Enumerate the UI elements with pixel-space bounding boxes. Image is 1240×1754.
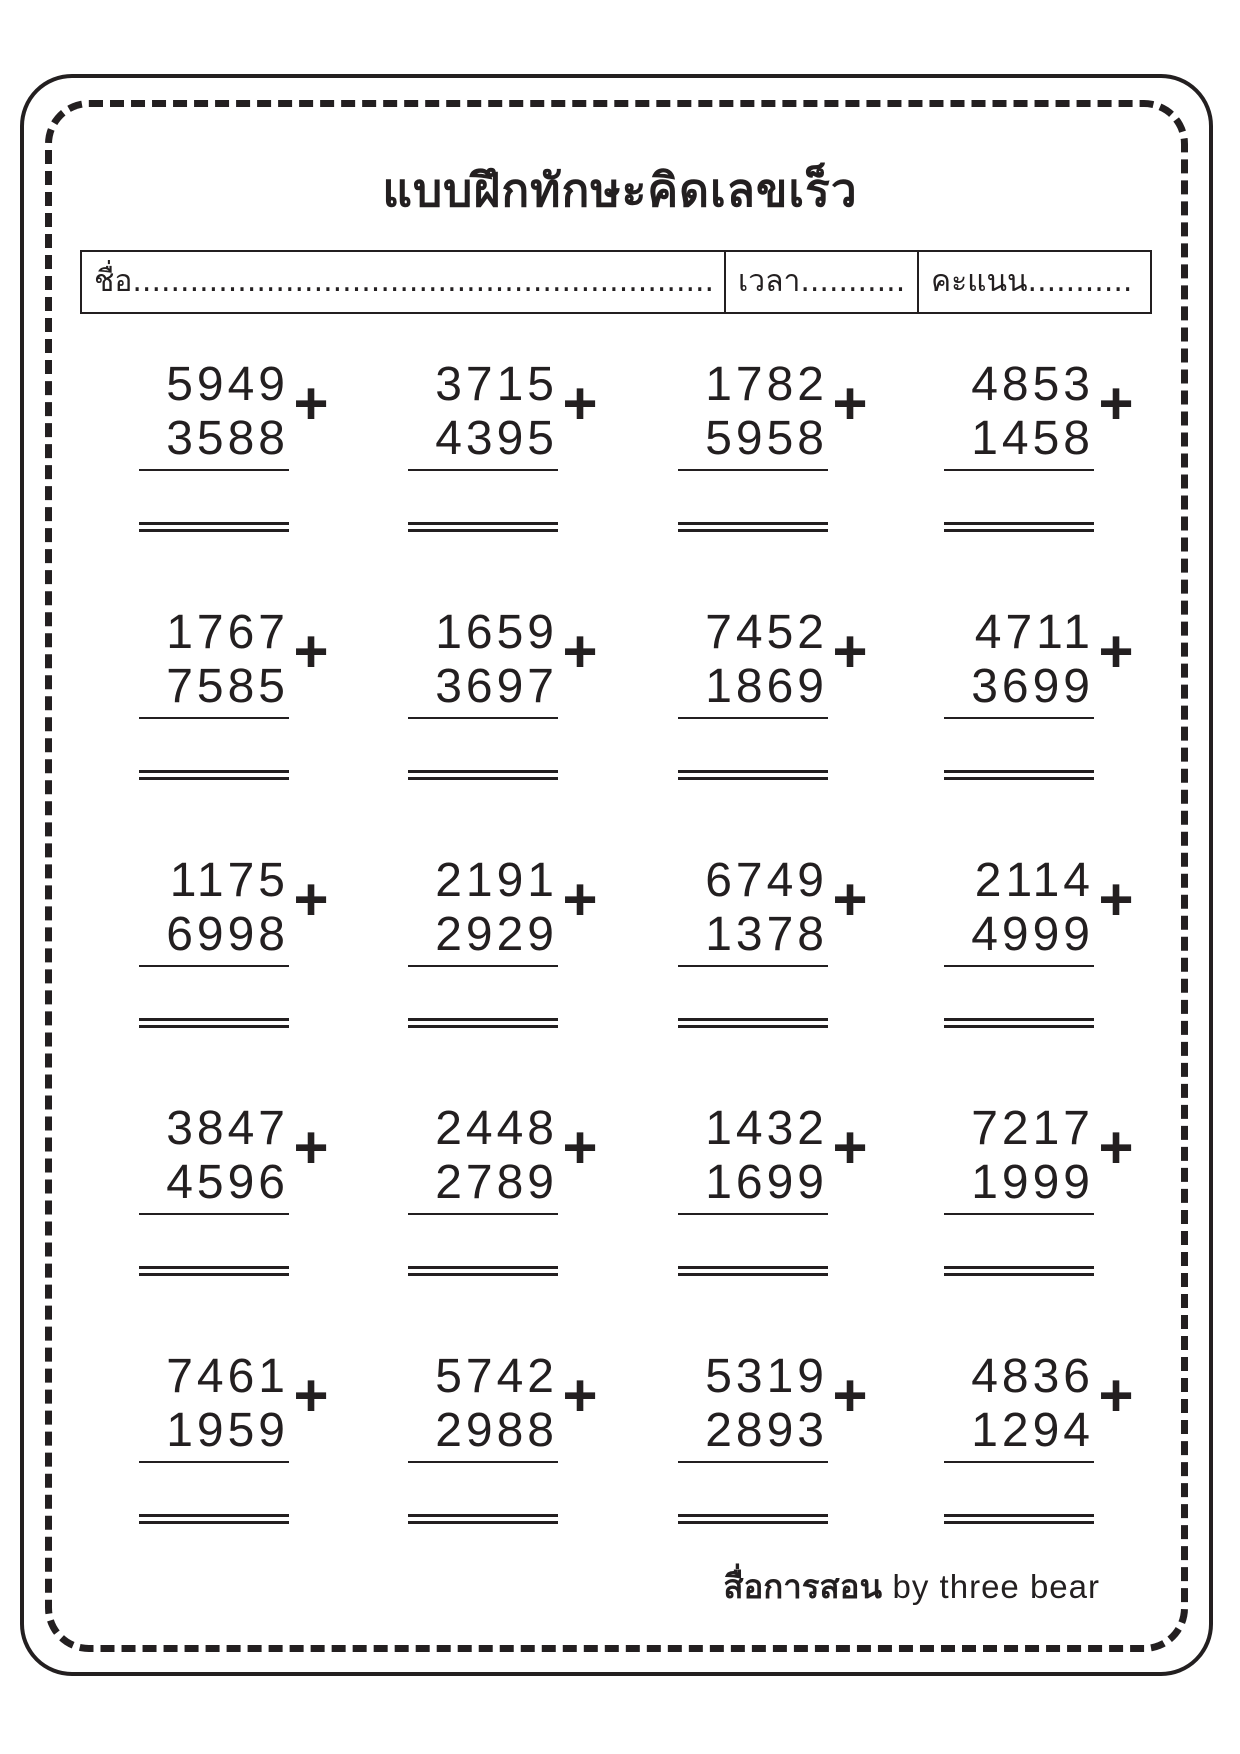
first-addend: 2114 [974, 854, 1094, 907]
plus-sign: + [293, 866, 329, 933]
sum-rule-line [944, 1461, 1094, 1463]
second-addend: 1378 [705, 908, 828, 961]
addition-problem [408, 606, 608, 796]
first-addend: 4853 [971, 358, 1094, 411]
addition-problem [139, 1102, 339, 1292]
plus-sign: + [832, 370, 868, 437]
answer-double-line[interactable] [139, 522, 289, 532]
student-info-table [80, 250, 1152, 314]
addition-problem [944, 358, 1144, 548]
first-addend: 4711 [974, 606, 1094, 659]
sum-rule-line [678, 1461, 828, 1463]
addition-problem [408, 1350, 608, 1540]
first-addend: 1175 [169, 854, 289, 907]
second-addend: 3697 [435, 660, 558, 713]
first-addend: 3847 [166, 1102, 289, 1155]
answer-double-line[interactable] [678, 1514, 828, 1524]
first-addend: 1767 [166, 606, 289, 659]
second-addend: 5958 [705, 412, 828, 465]
second-addend: 1458 [971, 412, 1094, 465]
addition-problem [408, 1102, 608, 1292]
worksheet-title: แบบฝึกทักษะคิดเลขเร็ว [382, 163, 858, 217]
second-addend: 2988 [435, 1404, 558, 1457]
answer-double-line[interactable] [139, 770, 289, 780]
sum-rule-line [408, 1461, 558, 1463]
addition-problem [944, 1350, 1144, 1540]
first-addend: 1432 [705, 1102, 828, 1155]
sum-rule-line [678, 469, 828, 471]
sum-rule-line [678, 965, 828, 967]
sum-rule-line [408, 717, 558, 719]
first-addend: 7461 [166, 1350, 289, 1403]
answer-double-line[interactable] [408, 1514, 558, 1524]
addition-problem [678, 606, 878, 796]
first-addend: 6749 [705, 854, 828, 907]
plus-sign: + [562, 1362, 598, 1429]
plus-sign: + [562, 370, 598, 437]
answer-double-line[interactable] [944, 1018, 1094, 1028]
sum-rule-line [678, 717, 828, 719]
first-addend: 5742 [435, 1350, 558, 1403]
footer-thai-text: สื่อการสอน [723, 1567, 883, 1606]
footer-credit [723, 1565, 1100, 1609]
first-addend: 2448 [435, 1102, 558, 1155]
answer-double-line[interactable] [139, 1266, 289, 1276]
second-addend: 1699 [705, 1156, 828, 1209]
plus-sign: + [832, 1362, 868, 1429]
addition-problem [678, 1102, 878, 1292]
sum-rule-line [408, 469, 558, 471]
addition-problem [678, 358, 878, 548]
addition-problem [139, 854, 339, 1044]
second-addend: 1959 [166, 1404, 289, 1457]
second-addend: 1999 [971, 1156, 1094, 1209]
answer-double-line[interactable] [139, 1018, 289, 1028]
first-addend: 4836 [971, 1350, 1094, 1403]
second-addend: 7585 [166, 660, 289, 713]
answer-double-line[interactable] [944, 1266, 1094, 1276]
score-field[interactable]: คะแนน........... [931, 264, 1133, 299]
plus-sign: + [1098, 1114, 1134, 1181]
answer-double-line[interactable] [944, 522, 1094, 532]
plus-sign: + [293, 1362, 329, 1429]
plus-sign: + [1098, 618, 1134, 685]
sum-rule-line [139, 469, 289, 471]
sum-rule-line [944, 1213, 1094, 1215]
plus-sign: + [293, 370, 329, 437]
time-field[interactable]: เวลา........... [726, 252, 919, 312]
sum-rule-line [408, 965, 558, 967]
name-field[interactable]: ชื่อ............................................................. [82, 252, 726, 312]
plus-sign: + [832, 866, 868, 933]
first-addend: 3715 [435, 358, 558, 411]
plus-sign: + [562, 1114, 598, 1181]
second-addend: 2789 [435, 1156, 558, 1209]
sum-rule-line [944, 717, 1094, 719]
second-addend: 3699 [971, 660, 1094, 713]
first-addend: 7217 [971, 1102, 1094, 1155]
plus-sign: + [562, 866, 598, 933]
second-addend: 6998 [166, 908, 289, 961]
first-addend: 2191 [435, 854, 558, 907]
second-addend: 2929 [435, 908, 558, 961]
second-addend: 2893 [705, 1404, 828, 1457]
answer-double-line[interactable] [944, 770, 1094, 780]
addition-problem [944, 854, 1144, 1044]
sum-rule-line [944, 965, 1094, 967]
second-addend: 1294 [971, 1404, 1094, 1457]
answer-double-line[interactable] [678, 770, 828, 780]
plus-sign: + [293, 1114, 329, 1181]
answer-double-line[interactable] [408, 770, 558, 780]
sum-rule-line [139, 717, 289, 719]
first-addend: 5319 [705, 1350, 828, 1403]
plus-sign: + [1098, 1362, 1134, 1429]
first-addend: 1782 [705, 358, 828, 411]
first-addend: 5949 [166, 358, 289, 411]
answer-double-line[interactable] [678, 522, 828, 532]
answer-double-line[interactable] [408, 522, 558, 532]
answer-double-line[interactable] [678, 1018, 828, 1028]
addition-problem [408, 358, 608, 548]
second-addend: 4999 [971, 908, 1094, 961]
sum-rule-line [139, 965, 289, 967]
answer-double-line[interactable] [139, 1514, 289, 1524]
answer-double-line[interactable] [678, 1266, 828, 1276]
addition-problem [408, 854, 608, 1044]
plus-sign: + [832, 618, 868, 685]
plus-sign: + [832, 1114, 868, 1181]
addition-problem [944, 1102, 1144, 1292]
first-addend: 1659 [435, 606, 558, 659]
addition-problem [678, 854, 878, 1044]
second-addend: 3588 [166, 412, 289, 465]
first-addend: 7452 [705, 606, 828, 659]
addition-problem [944, 606, 1144, 796]
sum-rule-line [678, 1213, 828, 1215]
sum-rule-line [139, 1461, 289, 1463]
addition-problem [139, 1350, 339, 1540]
plus-sign: + [562, 618, 598, 685]
answer-double-line[interactable] [944, 1514, 1094, 1524]
answer-double-line[interactable] [408, 1018, 558, 1028]
sum-rule-line [408, 1213, 558, 1215]
second-addend: 1869 [705, 660, 828, 713]
addition-problem [139, 606, 339, 796]
second-addend: 4395 [435, 412, 558, 465]
addition-problem [678, 1350, 878, 1540]
addition-problem [139, 358, 339, 548]
plus-sign: + [293, 618, 329, 685]
sum-rule-line [139, 1213, 289, 1215]
sum-rule-line [944, 469, 1094, 471]
footer-english-text: by three bear [892, 1568, 1100, 1605]
answer-double-line[interactable] [408, 1266, 558, 1276]
second-addend: 4596 [166, 1156, 289, 1209]
plus-sign: + [1098, 370, 1134, 437]
plus-sign: + [1098, 866, 1134, 933]
